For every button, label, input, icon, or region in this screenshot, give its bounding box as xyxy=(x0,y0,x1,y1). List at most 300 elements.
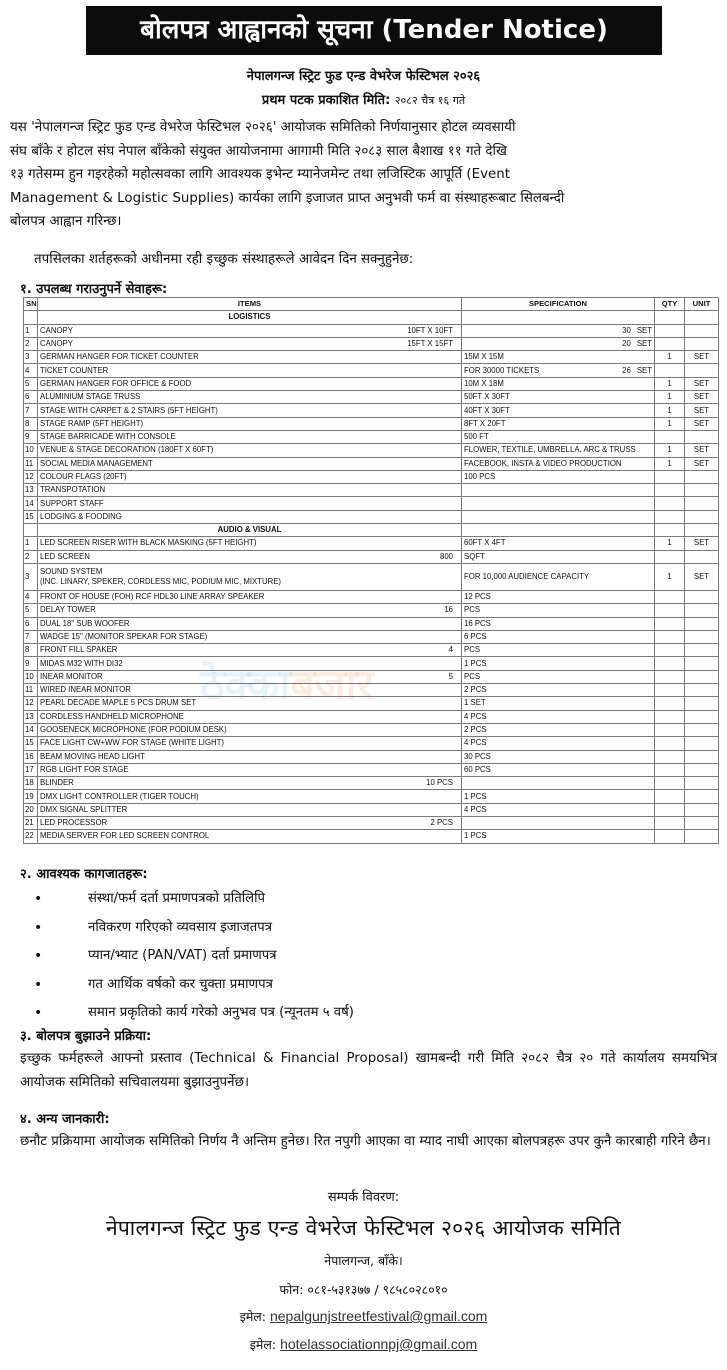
intro-line: बोलपत्र आह्वान गरिन्छ। xyxy=(10,214,122,230)
row-qty xyxy=(655,763,685,776)
table-row xyxy=(24,644,719,657)
item-inline-value: 800 xyxy=(439,551,453,561)
item-inline-value: 5 xyxy=(448,671,453,681)
row-spec xyxy=(462,337,655,350)
row-spec xyxy=(462,710,655,723)
spec-text: 8FT X 20FT xyxy=(464,418,506,428)
row-qty: 1 xyxy=(655,537,685,550)
row-item xyxy=(38,563,462,590)
spec-unit: SET xyxy=(636,365,652,375)
email-link[interactable]: nepalgunjstreetfestival@gmail.com xyxy=(269,1308,488,1324)
row-qty xyxy=(655,550,685,563)
section-title: LOGISTICS xyxy=(38,311,462,324)
bullet-icon: • xyxy=(34,1005,43,1021)
row-qty xyxy=(655,484,685,497)
list-item xyxy=(30,942,354,971)
document-item: गत आर्थिक वर्षको कर चुक्ता प्रमाणपत्र xyxy=(88,976,273,992)
row-item xyxy=(38,763,462,776)
row-spec xyxy=(462,417,655,430)
section-title: AUDIO & VISUAL xyxy=(38,524,462,537)
list-item xyxy=(30,885,354,914)
other-text: छनौट प्रक्रियामा आयोजक समितिको निर्णय नै अन्तिम हुनेछ। रित नपुगी आएका वा म्याद नाघी आएका बोलपत्रहरू उपर कुनै कारबाही गरिने छैन। xyxy=(20,1134,711,1149)
row-unit xyxy=(685,337,719,350)
row-item xyxy=(38,670,462,683)
item-name: RGB LIGHT FOR STAGE xyxy=(40,764,129,774)
row-item xyxy=(38,684,462,697)
intro-paragraph xyxy=(10,116,717,234)
row-spec xyxy=(462,364,655,377)
spec-text: 4 PCS xyxy=(464,738,487,748)
table-row xyxy=(24,763,719,776)
row-sn: 5 xyxy=(24,377,38,390)
row-spec xyxy=(462,684,655,697)
row-sn: 10 xyxy=(24,444,38,457)
row-sn: 3 xyxy=(24,563,38,590)
conditions-line: तपसिलका शर्तहरूको अधीनमा रही इच्छुक संस्थाहरूले आवेदन दिन सक्नुहुनेछ: xyxy=(34,252,414,267)
item-inline-value: 16 xyxy=(444,605,453,615)
row-item xyxy=(38,816,462,829)
row-spec xyxy=(462,590,655,603)
row-item xyxy=(38,484,462,497)
row-unit xyxy=(685,324,719,337)
row-spec xyxy=(462,351,655,364)
row-sn: 1 xyxy=(24,324,38,337)
spec-text: PCS xyxy=(464,605,481,615)
contact-heading: सम्पर्क विवरण: xyxy=(327,1190,400,1205)
table-row xyxy=(24,484,719,497)
row-qty xyxy=(655,590,685,603)
row-qty xyxy=(655,617,685,630)
table-row xyxy=(24,391,719,404)
section-unit-cell xyxy=(685,524,719,537)
row-sn: 13 xyxy=(24,484,38,497)
spec-text: 100 PCS xyxy=(464,472,496,481)
spec-text: 12 PCS xyxy=(464,592,491,602)
row-sn: 10 xyxy=(24,670,38,683)
spec-value: 20 xyxy=(622,339,631,349)
table-row xyxy=(24,750,719,763)
table-row xyxy=(24,697,719,710)
row-qty xyxy=(655,657,685,670)
row-item xyxy=(38,723,462,736)
item-name: FACE LIGHT CW+WW FOR STAGE (WHITE LIGHT) xyxy=(40,738,225,748)
row-qty: 1 xyxy=(655,417,685,430)
item-name: BLINDER xyxy=(40,778,74,788)
table-row xyxy=(24,404,719,417)
table-row xyxy=(24,630,719,643)
spec-value: 26 xyxy=(622,365,631,375)
email-link[interactable]: hotelassociationnpj@gmail.com xyxy=(280,1336,478,1352)
row-qty: 1 xyxy=(655,391,685,404)
services-heading: १. उपलब्ध गराउनुपर्ने सेवाहरू: xyxy=(20,282,168,297)
row-qty xyxy=(655,737,685,750)
row-unit xyxy=(685,737,719,750)
row-spec xyxy=(462,457,655,470)
list-item xyxy=(30,914,354,943)
row-spec xyxy=(462,470,655,483)
col-header-unit: UNIT xyxy=(685,298,719,311)
row-sn: 4 xyxy=(24,364,38,377)
row-item xyxy=(38,324,462,337)
row-unit: SET xyxy=(685,417,719,430)
email-label: इमेल: xyxy=(249,1337,277,1352)
row-item xyxy=(38,777,462,790)
spec-text: 500 FT xyxy=(464,432,489,442)
spec-text: 6 PCS xyxy=(464,631,487,641)
spec-text: 4 PCS xyxy=(464,711,487,721)
row-unit xyxy=(685,644,719,657)
row-item xyxy=(38,617,462,630)
row-qty xyxy=(655,777,685,790)
row-unit xyxy=(685,710,719,723)
row-spec xyxy=(462,723,655,736)
row-qty xyxy=(655,630,685,643)
table-header-row xyxy=(24,298,719,311)
spec-text: 40FT X 30FT xyxy=(464,405,510,415)
row-sn: 11 xyxy=(24,457,38,470)
spec-text: 30 PCS xyxy=(464,751,491,761)
item-name: STAGE BARRICADE WITH CONSOLE xyxy=(40,432,176,442)
row-sn: 12 xyxy=(24,697,38,710)
row-spec xyxy=(462,644,655,657)
row-qty: 1 xyxy=(655,563,685,590)
row-sn: 8 xyxy=(24,644,38,657)
row-spec xyxy=(462,737,655,750)
table-row xyxy=(24,617,719,630)
table-row xyxy=(24,470,719,483)
row-spec xyxy=(462,816,655,829)
item-name: FRONT FILL SPAKER xyxy=(40,645,118,655)
table-row xyxy=(24,657,719,670)
row-item xyxy=(38,497,462,510)
spec-text: 15M X 15M xyxy=(464,352,504,362)
item-name: ALUMINIUM STAGE TRUSS xyxy=(40,392,141,402)
row-item xyxy=(38,537,462,550)
submission-text: इच्छुक फर्महरूले आफ्नो प्रस्ताव (Technical & Financial Proposal) खामबन्दी गरी मिति २०८२ चैत्र २० गते कार्यालय समयभित्र आयोजक समितिको सचिवालयमा बुझाउनुपर्नेछ। xyxy=(20,1051,717,1090)
row-sn: 3 xyxy=(24,351,38,364)
spec-text: 2 PCS xyxy=(464,725,487,735)
watermark-part2: बजार xyxy=(290,660,374,709)
row-qty: 1 xyxy=(655,444,685,457)
intro-line: १३ गतेसम्म हुन गइरहेको महोत्सवका लागि आवश्यक इभेन्ट म्यानेजमेन्ट तथा लजिस्टिक आपूर्ति (Event xyxy=(10,167,511,183)
row-unit xyxy=(685,763,719,776)
section-spec-cell xyxy=(462,311,655,324)
document-item: नविकरण गरिएको व्यवसाय इजाजतपत्र xyxy=(88,919,272,935)
spec-unit: SET xyxy=(636,339,652,349)
spec-text: 1 SET xyxy=(464,698,486,708)
row-sn: 9 xyxy=(24,430,38,443)
spec-text: 60FT X 4FT xyxy=(464,538,506,548)
published-date xyxy=(0,90,727,108)
table-row xyxy=(24,417,719,430)
phone-value: ०८१-५३१३७७ / ९८५८०२८०१० xyxy=(307,1282,448,1297)
row-unit xyxy=(685,497,719,510)
row-qty xyxy=(655,803,685,816)
item-name: MEDIA SERVER FOR LED SCREEN CONTROL xyxy=(40,831,210,841)
table-row xyxy=(24,537,719,550)
row-sn: 14 xyxy=(24,723,38,736)
row-unit: SET xyxy=(685,563,719,590)
row-unit xyxy=(685,430,719,443)
item-name: WIRED INEAR MONITOR xyxy=(40,685,131,695)
row-sn: 19 xyxy=(24,790,38,803)
bullet-icon: • xyxy=(34,891,43,907)
item-name: STAGE RAMP (5FT HEIGHT) xyxy=(40,418,144,428)
row-sn: 1 xyxy=(24,537,38,550)
row-spec xyxy=(462,790,655,803)
table-row xyxy=(24,497,719,510)
row-qty xyxy=(655,604,685,617)
item-inline-value: 4 xyxy=(448,645,453,655)
item-name: LED SCREEN RISER WITH BLACK MASKING (5FT HEIGHT) xyxy=(40,538,257,548)
row-unit xyxy=(685,684,719,697)
row-qty xyxy=(655,750,685,763)
row-spec xyxy=(462,550,655,563)
row-item xyxy=(38,444,462,457)
row-item xyxy=(38,803,462,816)
item-inline-value: 2 PCS xyxy=(430,818,453,828)
row-unit xyxy=(685,604,719,617)
row-unit xyxy=(685,617,719,630)
row-item xyxy=(38,604,462,617)
row-item xyxy=(38,590,462,603)
row-qty xyxy=(655,790,685,803)
table-row xyxy=(24,830,719,843)
item-name: DELAY TOWER xyxy=(40,605,96,615)
row-item xyxy=(38,457,462,470)
row-sn: 6 xyxy=(24,617,38,630)
row-unit xyxy=(685,670,719,683)
row-sn: 15 xyxy=(24,737,38,750)
table-row xyxy=(24,510,719,523)
table-row xyxy=(24,737,719,750)
row-unit xyxy=(685,364,719,377)
row-sn: 12 xyxy=(24,470,38,483)
row-unit xyxy=(685,697,719,710)
list-item xyxy=(30,971,354,1000)
col-header-qty: QTY xyxy=(655,298,685,311)
section-row xyxy=(24,311,719,324)
item-name: SOUND SYSTEM xyxy=(40,566,103,576)
published-label: प्रथम पटक प्रकाशित मिति: xyxy=(261,93,391,108)
row-item xyxy=(38,830,462,843)
row-unit xyxy=(685,590,719,603)
bullet-icon: • xyxy=(34,976,43,993)
section-qty-cell xyxy=(655,524,685,537)
row-unit xyxy=(685,777,719,790)
spec-text: 2 PCS xyxy=(464,685,487,695)
table-row xyxy=(24,777,719,790)
email-label: इमेल: xyxy=(239,1309,266,1324)
spec-text: 1 PCS xyxy=(464,831,487,841)
row-unit xyxy=(685,630,719,643)
row-unit xyxy=(685,830,719,843)
item-name: LODGING & FOODING xyxy=(40,511,122,521)
row-unit xyxy=(685,484,719,497)
row-qty xyxy=(655,324,685,337)
bullet-icon: • xyxy=(34,948,43,964)
row-item xyxy=(38,377,462,390)
phone-label: फोन: xyxy=(279,1282,304,1297)
table-row xyxy=(24,723,719,736)
row-qty: 1 xyxy=(655,351,685,364)
festival-name: नेपालगन्ज स्ट्रिट फुड एन्ड वेभरेज फेस्टिभल २०२६ xyxy=(246,69,481,84)
table-row xyxy=(24,337,719,350)
row-spec xyxy=(462,563,655,590)
row-spec xyxy=(462,657,655,670)
row-spec xyxy=(462,444,655,457)
document-item: संस्था/फर्म दर्ता प्रमाणपत्रको प्रतिलिपि xyxy=(88,891,265,906)
row-qty: 1 xyxy=(655,377,685,390)
row-item xyxy=(38,337,462,350)
row-spec xyxy=(462,670,655,683)
contact-email-2 xyxy=(0,1336,727,1353)
item-name: MIDAS M32 WITH DI32 xyxy=(40,658,123,668)
row-unit xyxy=(685,803,719,816)
row-spec xyxy=(462,484,655,497)
contact-phone xyxy=(0,1281,727,1298)
row-sn: 6 xyxy=(24,391,38,404)
list-item xyxy=(30,999,354,1028)
row-unit xyxy=(685,510,719,523)
spec-text: 1 PCS xyxy=(464,658,487,668)
row-item xyxy=(38,657,462,670)
table-row xyxy=(24,803,719,816)
table-row xyxy=(24,457,719,470)
row-item xyxy=(38,790,462,803)
spec-text: FOR 10,000 AUDIENCE CAPACITY xyxy=(464,571,590,581)
spec-text: 10M X 18M xyxy=(464,378,504,388)
table-row xyxy=(24,430,719,443)
item-name: DMX SIGNAL SPLITTER xyxy=(40,804,128,814)
table-row xyxy=(24,604,719,617)
row-unit: SET xyxy=(685,444,719,457)
item-name: VENUE & STAGE DECORATION (180FT X 60FT) xyxy=(40,445,214,455)
row-item xyxy=(38,430,462,443)
table-row xyxy=(24,670,719,683)
row-item xyxy=(38,351,462,364)
row-spec xyxy=(462,377,655,390)
item-name: SOCIAL MEDIA MANAGEMENT xyxy=(40,458,153,468)
intro-line: Management & Logistic Supplies) कार्यका लागि इजाजत प्राप्त अनुभवी फर्म वा संस्थाहरूबाट सिलबन्दी xyxy=(10,190,565,206)
item-name: LED SCREEN xyxy=(40,551,90,561)
row-qty xyxy=(655,497,685,510)
section-sn-cell xyxy=(24,311,38,324)
item-name: PEARL DECADE MAPLE 5 PCS DRUM SET xyxy=(40,698,197,708)
row-spec xyxy=(462,510,655,523)
row-unit: SET xyxy=(685,537,719,550)
documents-heading: २. आवश्यक कागजातहरू: xyxy=(20,867,148,882)
table-row xyxy=(24,684,719,697)
spec-text: FLOWER, TEXTILE, UMBRELLA, ARC & TRUSS xyxy=(464,445,636,455)
row-item xyxy=(38,737,462,750)
row-item xyxy=(38,470,462,483)
spec-text: 16 PCS xyxy=(464,618,491,628)
row-sn: 7 xyxy=(24,630,38,643)
row-sn: 16 xyxy=(24,750,38,763)
bullet-icon: • xyxy=(34,919,43,936)
item-name: BEAM MOVING HEAD LIGHT xyxy=(40,751,145,761)
item-name: FRONT OF HOUSE (FOH) RCF HDL30 LINE ARRAY SPEAKER xyxy=(40,592,265,602)
table-row xyxy=(24,324,719,337)
documents-list xyxy=(30,885,354,1028)
row-sn: 9 xyxy=(24,657,38,670)
row-qty xyxy=(655,830,685,843)
row-spec xyxy=(462,750,655,763)
row-sn: 7 xyxy=(24,404,38,417)
item-name: DUAL 18" SUB WOOFER xyxy=(40,618,130,628)
item-inline-value: 15FT X 15FT xyxy=(407,339,453,349)
item-name: WADGE 15" (MONITOR SPEKAR FOR STAGE) xyxy=(40,631,208,641)
row-unit: SET xyxy=(685,351,719,364)
row-sn: 2 xyxy=(24,550,38,563)
row-qty xyxy=(655,697,685,710)
item-name: DMX LIGHT CONTROLLER (TIGER TOUCH) xyxy=(40,791,199,801)
row-spec xyxy=(462,430,655,443)
row-unit: SET xyxy=(685,457,719,470)
row-spec xyxy=(462,537,655,550)
row-spec xyxy=(462,763,655,776)
item-name: GOOSENECK MICROPHONE (FOR PODIUM DESK) xyxy=(40,725,227,735)
item-inline-value: 10FT X 10FT xyxy=(407,325,453,335)
organizing-committee: नेपालगन्ज स्ट्रिट फुड एन्ड वेभरेज फेस्टिभल २०२६ आयोजक समिति xyxy=(106,1216,621,1240)
row-spec xyxy=(462,630,655,643)
item-name: SUPPORT STAFF xyxy=(40,498,104,508)
row-item xyxy=(38,644,462,657)
row-sn: 15 xyxy=(24,510,38,523)
spec-unit: SET xyxy=(636,325,652,335)
row-item xyxy=(38,510,462,523)
table-row xyxy=(24,816,719,829)
row-item xyxy=(38,710,462,723)
table-row xyxy=(24,563,719,590)
row-qty xyxy=(655,710,685,723)
spec-overflow: SQFT xyxy=(464,551,485,561)
published-date-value: २०८२ चैत्र १६ गते xyxy=(394,94,466,107)
row-qty xyxy=(655,644,685,657)
row-sn: 18 xyxy=(24,777,38,790)
item-name: CANOPY xyxy=(40,325,73,335)
row-spec xyxy=(462,324,655,337)
section-qty-cell xyxy=(655,311,685,324)
document-item: समान प्रकृतिको कार्य गरेको अनुभव पत्र (न्यूनतम ५ वर्ष) xyxy=(88,1005,354,1020)
row-unit xyxy=(685,470,719,483)
row-unit: SET xyxy=(685,377,719,390)
row-spec xyxy=(462,497,655,510)
section-unit-cell xyxy=(685,311,719,324)
row-sn: 4 xyxy=(24,590,38,603)
row-item xyxy=(38,364,462,377)
spec-text: 60 PCS xyxy=(464,764,491,774)
contact-address: नेपालगन्ज, बाँके। xyxy=(324,1253,403,1268)
row-qty xyxy=(655,510,685,523)
row-unit: SET xyxy=(685,404,719,417)
intro-line: संघ बाँके र होटल संघ नेपाल बाँकेको संयुक्त आयोजनामा आगामी मिति २०८३ साल बैशाख ११ गते देखि xyxy=(10,143,507,159)
row-qty xyxy=(655,670,685,683)
row-sn: 11 xyxy=(24,684,38,697)
row-sn: 22 xyxy=(24,830,38,843)
table-row xyxy=(24,364,719,377)
spec-text: 4 PCS xyxy=(464,804,487,814)
spec-text: PCS xyxy=(464,671,481,681)
section-row xyxy=(24,524,719,537)
row-sn: 17 xyxy=(24,763,38,776)
row-sn: 14 xyxy=(24,497,38,510)
submission-heading: ३. बोलपत्र बुझाउने प्रक्रिया: xyxy=(20,1029,152,1044)
row-item xyxy=(38,697,462,710)
watermark-part1: ठेक्का xyxy=(200,660,291,709)
row-qty xyxy=(655,723,685,736)
